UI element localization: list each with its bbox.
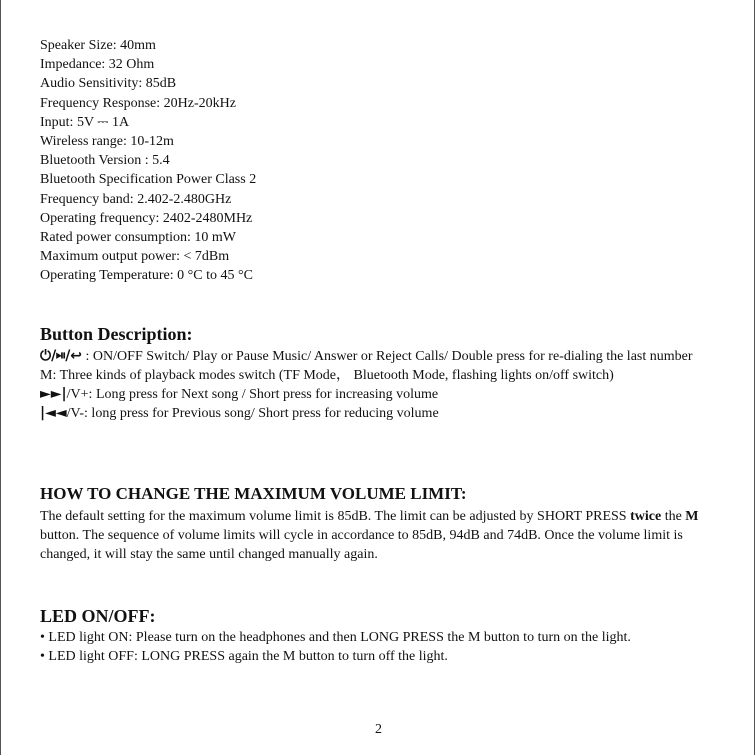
volume-limit-section (40, 483, 730, 564)
volume-text-3: button. The sequence of volume limits will cycle in accordance to 85dB, 94dB and 74dB. Once the volume limit is changed, it will stay the same until changed manually again. (40, 528, 683, 562)
spec-operating-temperature: Operating Temperature: 0 °C to 45 °C (40, 268, 253, 284)
power-button-description (40, 347, 730, 366)
volume-text-2: the (661, 509, 686, 524)
next-track-icon: ►►| (40, 386, 67, 402)
next-button-text: /V+: Long press for Next song / Short press for increasing volume (66, 387, 439, 402)
led-off-item: • LED light OFF: LONG PRESS again the M button to turn off the light. (40, 649, 448, 664)
power-button-text: : ON/OFF Switch/ Play or Pause Music/ Answer or Reject Calls/ Double press for re-dialing the last number (82, 349, 693, 364)
volume-limit-heading: HOW TO CHANGE THE MAXIMUM VOLUME LIMIT: (40, 484, 467, 503)
spec-speaker-size: Speaker Size: 40mm (40, 38, 156, 53)
spec-rated-power: Rated power consumption: 10 mW (40, 230, 236, 246)
button-description-section (40, 323, 730, 423)
spec-wireless-range: Wireless range: 10-12m (40, 134, 174, 150)
spec-bluetooth-version: Bluetooth Version : 5.4 (40, 153, 170, 169)
spec-audio-sensitivity: Audio Sensitivity: 85dB (40, 76, 177, 92)
volume-bold-m: M (685, 509, 699, 524)
power-play-return-icon: ⏻/⏯/↩ (40, 348, 83, 364)
spec-frequency-band: Frequency band: 2.402-2.480GHz (40, 191, 232, 207)
spec-impedance: Impedance: 32 Ohm (40, 57, 155, 73)
spec-frequency-response: Frequency Response: 20Hz-20kHz (40, 95, 236, 111)
spec-max-output-power: Maximum output power: < 7dBm (40, 249, 230, 265)
prev-button-text: /V-: long press for Previous song/ Short press for reducing volume (66, 406, 439, 421)
volume-limit-paragraph (40, 507, 730, 564)
spec-power-class: Bluetooth Specification Power Class 2 (40, 172, 257, 188)
led-on-item: • LED light ON: Please turn on the headphones and then LONG PRESS the M button to turn on the light. (40, 630, 631, 645)
spec-input: Input: 5V ⎓ 1A (40, 114, 130, 130)
button-description-heading: Button Description: (40, 324, 193, 344)
next-button-description (40, 385, 730, 404)
volume-text-1: The default setting for the maximum volume limit is 85dB. The limit can be adjusted by SHORT PRESS (40, 509, 631, 524)
volume-bold-twice: twice (630, 509, 662, 524)
previous-track-icon: |◄◄ (40, 405, 67, 421)
prev-button-description (40, 404, 730, 423)
page-number: 2 (375, 722, 382, 737)
led-heading: LED ON/OFF: (40, 606, 156, 626)
mode-button-description: M: Three kinds of playback modes switch (TF Mode， Bluetooth Mode, flashing lights on/off switch) (40, 368, 614, 383)
led-section (40, 605, 730, 666)
spec-operating-frequency: Operating frequency: 2402-2480MHz (40, 210, 253, 226)
spec-list (40, 36, 730, 286)
